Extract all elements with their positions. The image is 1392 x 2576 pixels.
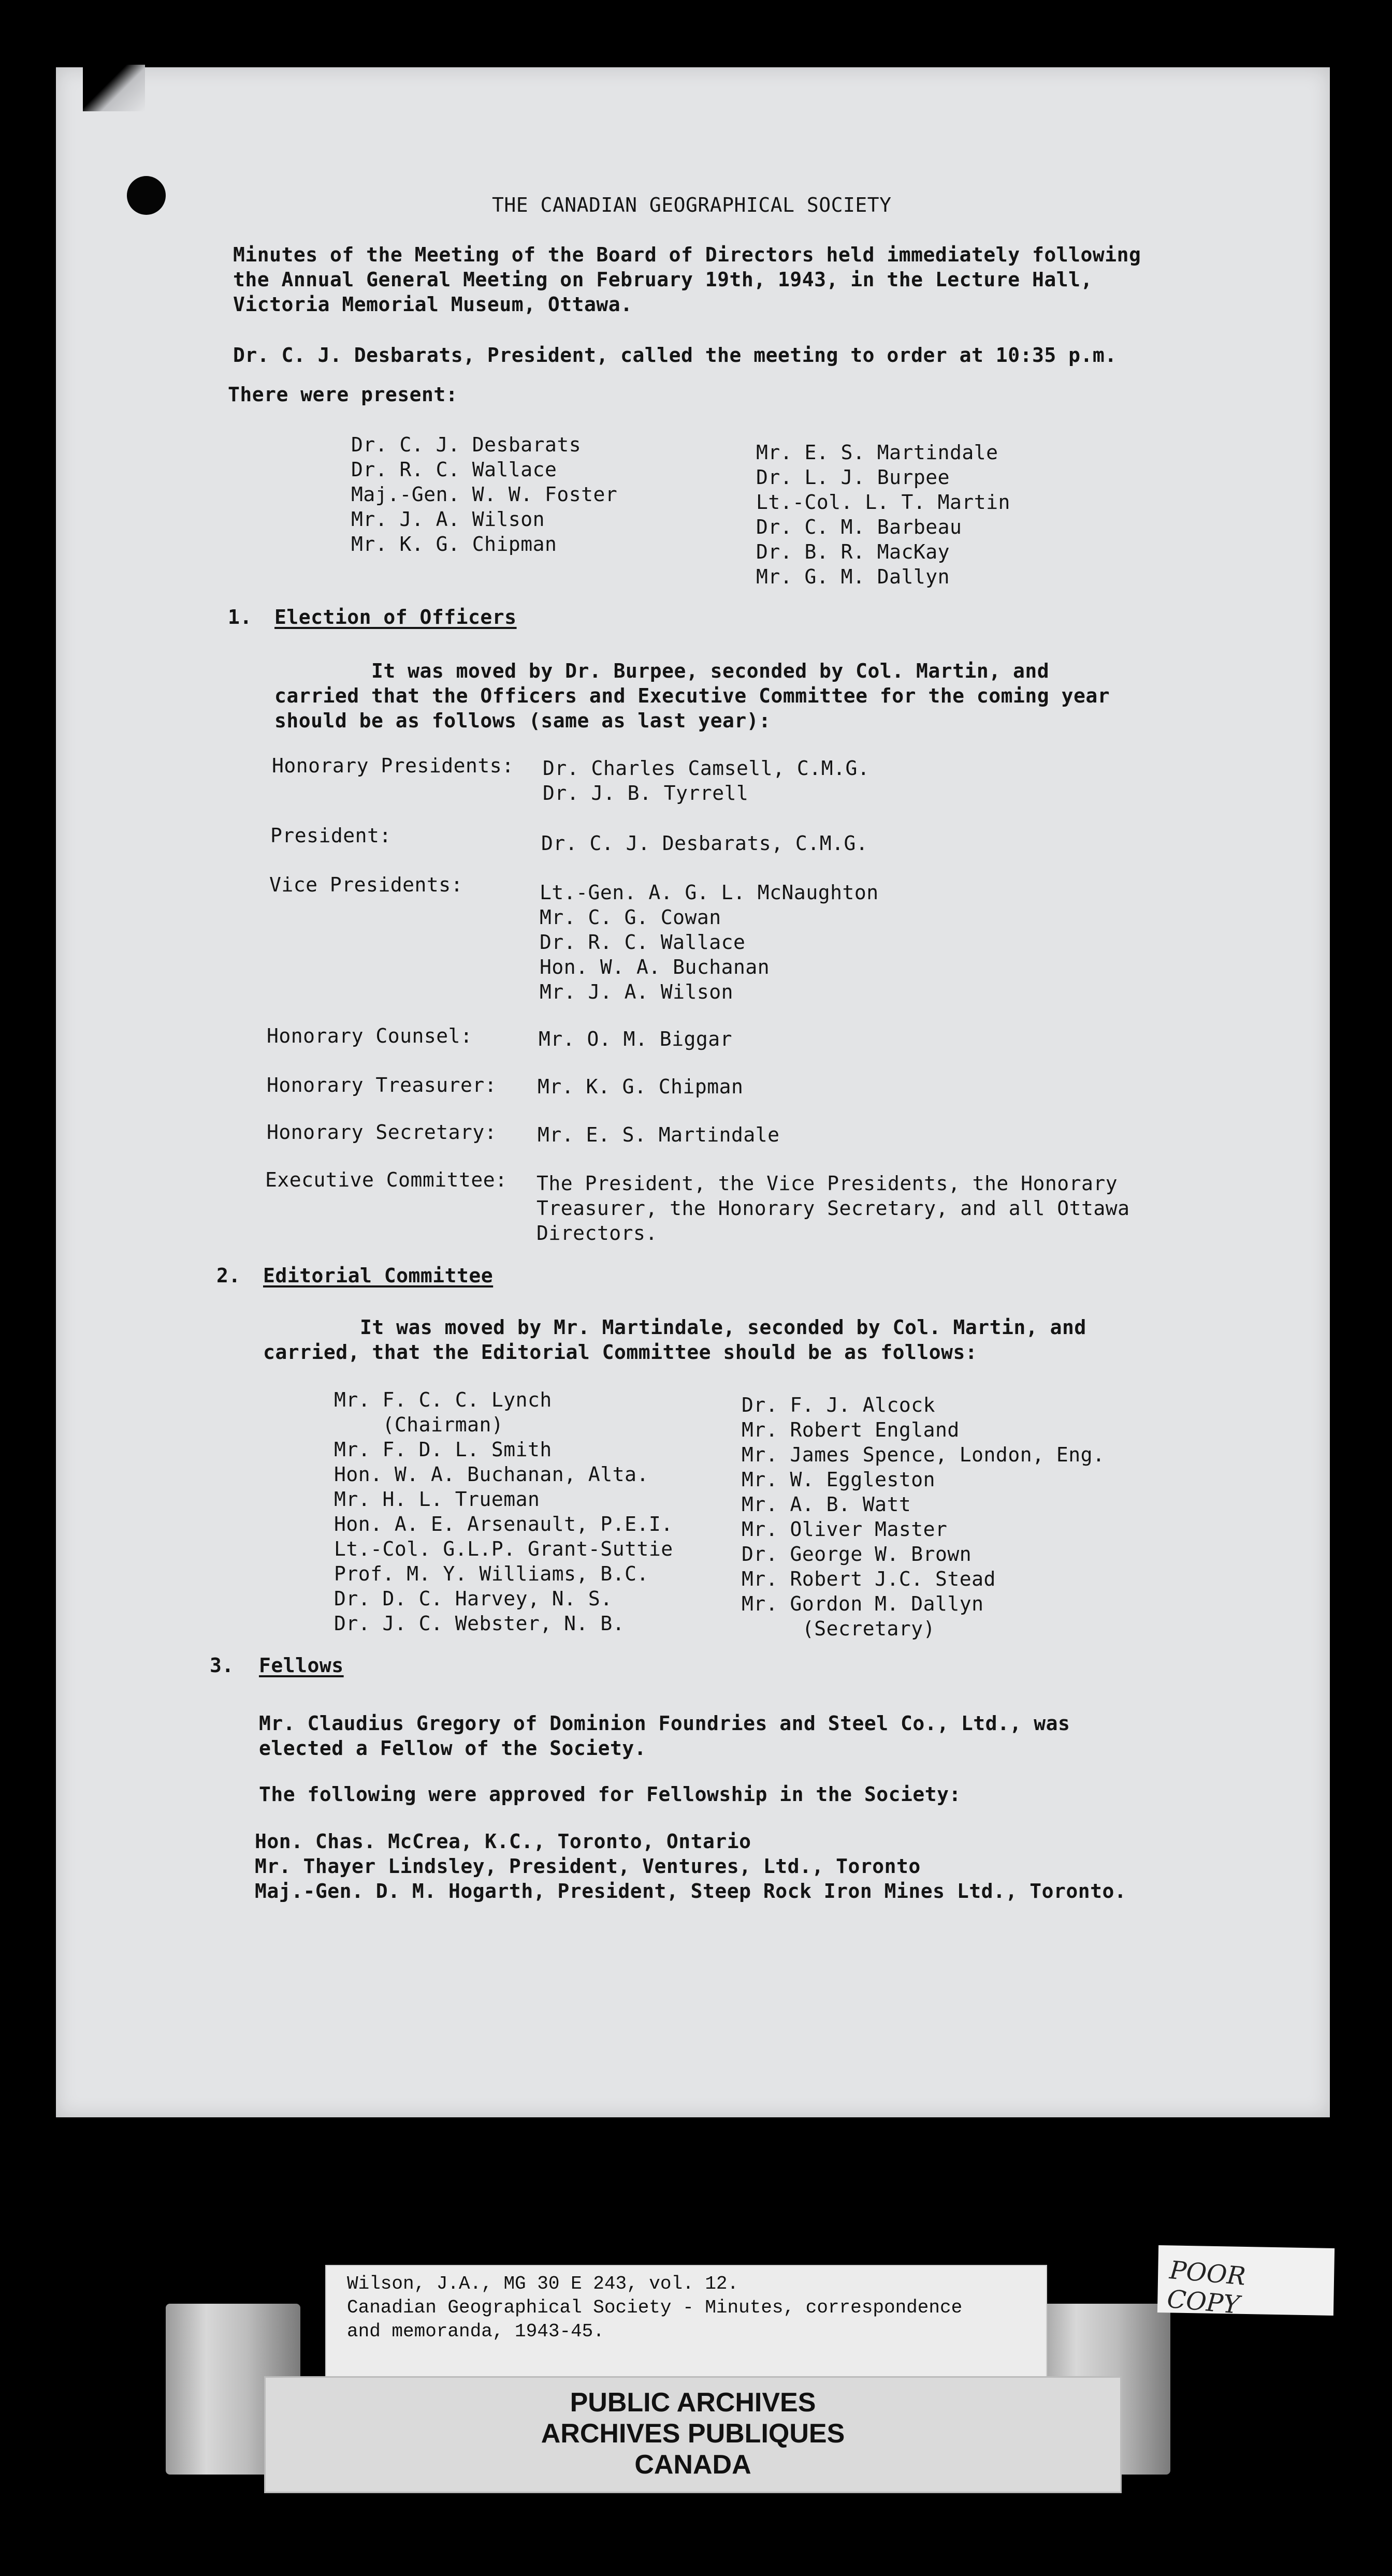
intro-line: the Annual General Meeting on February 19th, 1943, in the Lecture Hall, [233, 268, 1093, 291]
attendee: Dr. C. J. Desbarats [351, 433, 582, 456]
stamp-line: CANADA [634, 2450, 751, 2480]
section-heading: Editorial Committee [263, 1264, 494, 1287]
approved-fellow: Mr. Thayer Lindsley, President, Ventures, Ltd., Toronto [255, 1855, 921, 1878]
committee-member: Mr. James Spence, London, Eng. [742, 1443, 1105, 1466]
committee-member: Mr. A. B. Watt [742, 1493, 911, 1516]
counsel-label: Honorary Counsel: [267, 1024, 473, 1047]
committee-member: (Chairman) [334, 1413, 504, 1436]
punch-hole [127, 176, 166, 215]
poor-copy-note [1157, 2245, 1335, 2320]
attendee: Dr. R. C. Wallace [351, 458, 557, 481]
section-heading: Election of Officers [274, 606, 517, 628]
officer-name: Mr. J. A. Wilson [540, 980, 734, 1003]
vice-presidents-label: Vice Presidents: [269, 873, 463, 896]
present-left-list [351, 432, 617, 557]
section-number: 1. [228, 606, 252, 628]
hon-presidents-list [543, 756, 869, 806]
section-heading: Fellows [259, 1654, 344, 1677]
section-number: 2. [216, 1264, 241, 1287]
counsel-name: Mr. O. M. Biggar [539, 1028, 733, 1050]
committee-member: Prof. M. Y. Williams, B.C. [334, 1562, 649, 1585]
committee-member: Dr. F. J. Alcock [742, 1394, 936, 1416]
intro-line: Minutes of the Meeting of the Board of Directors held immediately following [233, 243, 1141, 266]
attendee: Maj.-Gen. W. W. Foster [351, 483, 618, 506]
committee-member: Hon. A. E. Arsenault, P.E.I. [334, 1513, 673, 1535]
section3-paragraph [259, 1711, 1070, 1761]
committee-member: Dr. George W. Brown [742, 1543, 972, 1565]
attendee: Mr. E. S. Martindale [756, 441, 998, 464]
fellow-paragraph-line: Mr. Claudius Gregory of Dominion Foundries and Steel Co., Ltd., was [259, 1712, 1070, 1735]
committee-member: Mr. Oliver Master [742, 1518, 948, 1541]
exec-line: The President, the Vice Presidents, the Honorary [536, 1172, 1118, 1195]
intro-paragraph [233, 242, 1141, 317]
exec-line: Directors. [536, 1222, 658, 1245]
president-name: Dr. C. J. Desbarats, C.M.G. [541, 832, 868, 855]
motion-line: It was moved by Dr. Burpee, seconded by Col. Martin, and [274, 660, 1050, 682]
exec-committee-text [536, 1171, 1130, 1246]
stamp-line: PUBLIC ARCHIVES [570, 2388, 816, 2418]
attendee: Mr. K. G. Chipman [351, 533, 557, 555]
officer-name: Dr. Charles Camsell, C.M.G. [543, 757, 870, 780]
vice-presidents-list [540, 880, 879, 1004]
committee-member: Hon. W. A. Buchanan, Alta. [334, 1463, 649, 1486]
approved-fellow: Hon. Chas. McCrea, K.C., Toronto, Ontario [255, 1830, 751, 1853]
section2-motion [263, 1315, 1086, 1365]
approved-fellow: Maj.-Gen. D. M. Hogarth, President, Steep Rock Iron Mines Ltd., Toronto. [255, 1880, 1127, 1902]
treasurer-label: Honorary Treasurer: [267, 1074, 497, 1096]
officer-name: Hon. W. A. Buchanan [540, 956, 770, 978]
secretary-name: Mr. E. S. Martindale [538, 1123, 780, 1146]
exec-line: Treasurer, the Honorary Secretary, and all Ottawa [536, 1197, 1130, 1220]
approved-label: The following were approved for Fellowship in the Society: [259, 1783, 961, 1806]
attendee: Mr. J. A. Wilson [351, 508, 545, 531]
editorial-left-list [334, 1387, 673, 1636]
present-label: There were present: [228, 383, 458, 406]
committee-member: Mr. H. L. Trueman [334, 1488, 540, 1511]
approved-fellows-list [255, 1829, 1126, 1904]
committee-member: Mr. F. D. L. Smith [334, 1438, 552, 1461]
card-line: Canadian Geographical Society - Minutes, correspondence [347, 2297, 963, 2318]
motion-line: should be as follows (same as last year): [274, 709, 771, 732]
poor-copy-text: POOR COPY [1166, 2256, 1247, 2320]
president-label: President: [270, 824, 392, 847]
card-line: Wilson, J.A., MG 30 E 243, vol. 12. [347, 2273, 739, 2294]
attendee: Mr. G. M. Dallyn [756, 565, 950, 588]
motion-line: It was moved by Mr. Martindale, seconded by Col. Martin, and [263, 1316, 1086, 1339]
archive-reference-card [325, 2265, 1047, 2381]
attendee: Lt.-Col. L. T. Martin [756, 491, 1010, 514]
committee-member: (Secretary) [742, 1617, 936, 1640]
document-title: THE CANADIAN GEOGRAPHICAL SOCIETY [492, 194, 892, 216]
intro-line: Victoria Memorial Museum, Ottawa. [233, 293, 633, 316]
committee-member: Dr. D. C. Harvey, N. S. [334, 1587, 613, 1610]
section-number: 3. [210, 1654, 234, 1677]
committee-member: Mr. Robert J.C. Stead [742, 1568, 996, 1590]
public-archives-stamp [264, 2376, 1122, 2493]
officer-name: Dr. J. B. Tyrrell [543, 782, 749, 804]
fellow-paragraph-line: elected a Fellow of the Society. [259, 1737, 647, 1760]
officer-name: Mr. C. G. Cowan [540, 906, 721, 929]
committee-member: Mr. Robert England [742, 1418, 960, 1441]
committee-member: Lt.-Col. G.L.P. Grant-Suttie [334, 1538, 673, 1560]
committee-member: Mr. F. C. C. Lynch [334, 1388, 552, 1411]
stamp-line: ARCHIVES PUBLIQUES [541, 2419, 845, 2449]
secretary-label: Honorary Secretary: [267, 1121, 497, 1144]
section1-motion [274, 658, 1110, 733]
treasurer-name: Mr. K. G. Chipman [538, 1075, 744, 1098]
officer-name: Dr. R. C. Wallace [540, 931, 746, 954]
exec-committee-label: Executive Committee: [265, 1168, 508, 1191]
committee-member: Mr. W. Eggleston [742, 1468, 936, 1491]
officer-name: Lt.-Gen. A. G. L. McNaughton [540, 881, 879, 904]
card-line: and memoranda, 1943-45. [347, 2321, 604, 2342]
attendee: Dr. L. J. Burpee [756, 466, 950, 489]
hon-presidents-label: Honorary Presidents: [272, 754, 514, 777]
present-right-list [756, 440, 1010, 589]
committee-member: Dr. J. C. Webster, N. B. [334, 1612, 625, 1635]
attendee: Dr. B. R. MacKay [756, 540, 950, 563]
motion-line: carried, that the Editorial Committee should be as follows: [263, 1341, 978, 1364]
call-to-order: Dr. C. J. Desbarats, President, called the meeting to order at 10:35 p.m. [233, 344, 1117, 367]
motion-line: carried that the Officers and Executive Committee for the coming year [274, 684, 1110, 707]
attendee: Dr. C. M. Barbeau [756, 516, 962, 538]
folded-corner [83, 65, 145, 111]
editorial-right-list [742, 1393, 1105, 1641]
committee-member: Mr. Gordon M. Dallyn [742, 1592, 984, 1615]
